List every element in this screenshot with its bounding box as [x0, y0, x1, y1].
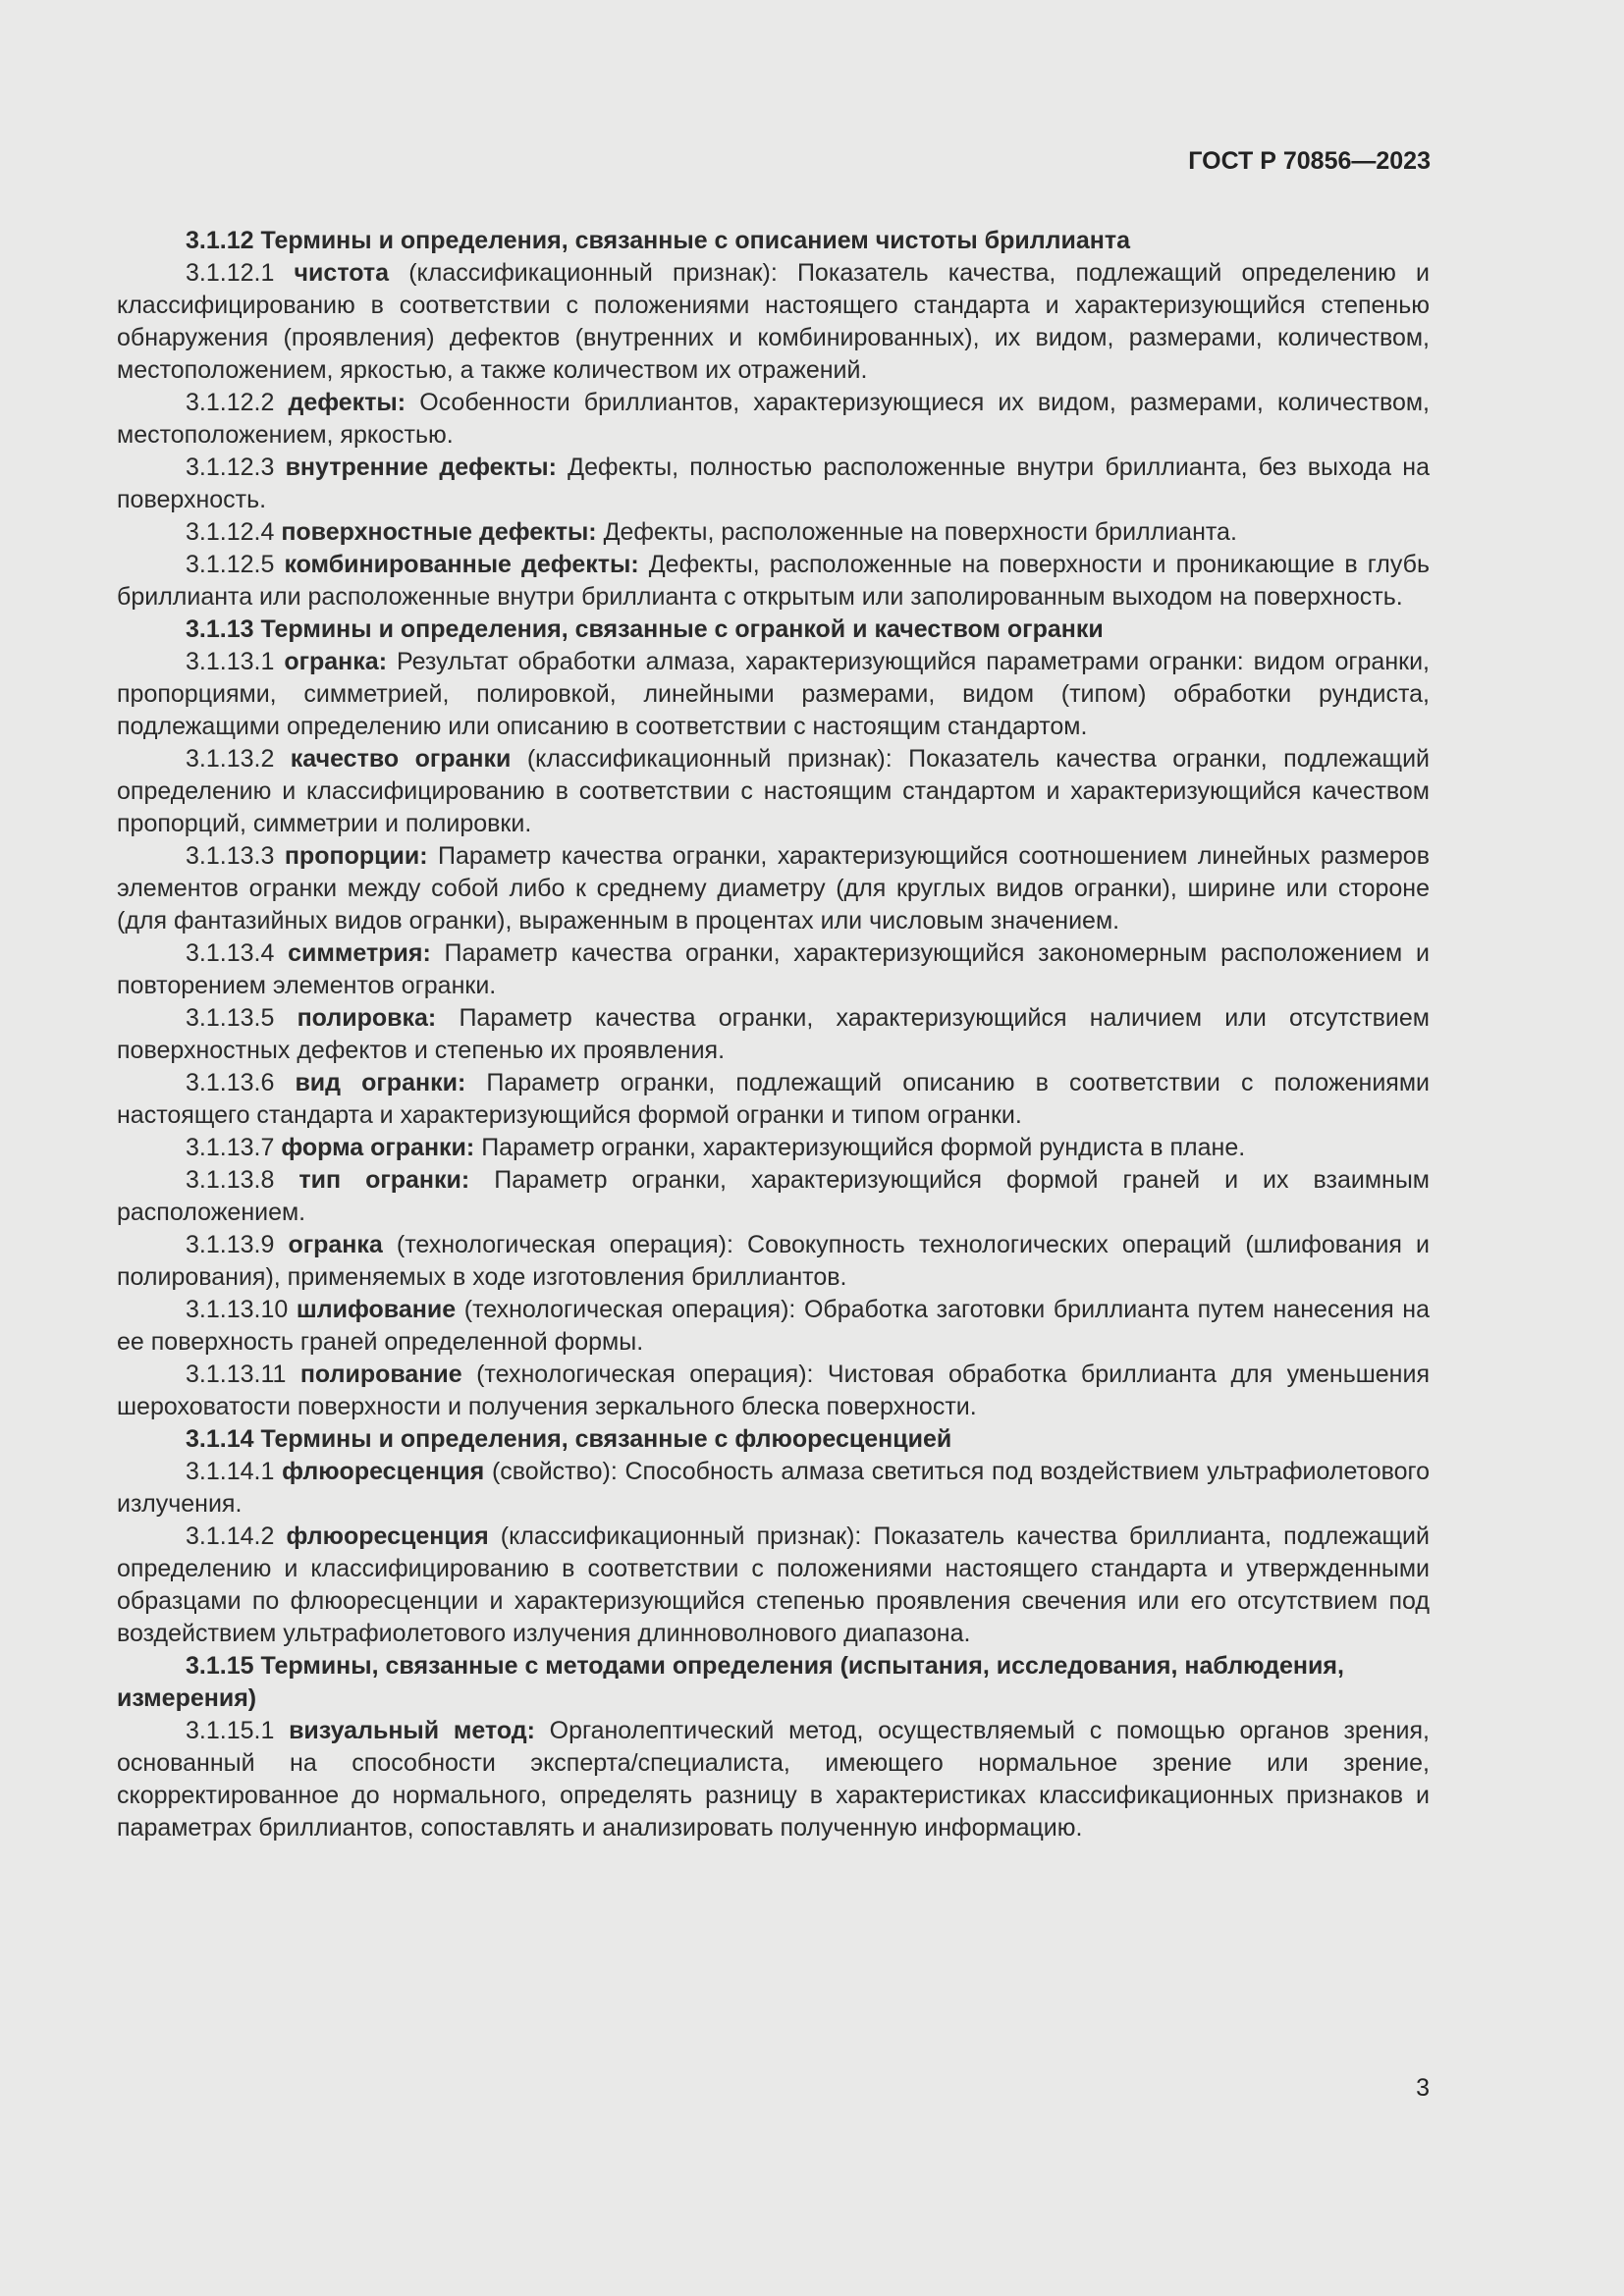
term: дефекты:: [288, 389, 406, 416]
definition-text: (технологическая операция): Обработка заготовки бриллианта путем нанесения на ее поверхность граней определенной формы.: [117, 1296, 1430, 1356]
clause-number: 3.1.13.1: [186, 648, 285, 675]
clause-number: 3.1.13.2: [186, 745, 291, 773]
clause-number: 3.1.13.3: [186, 842, 285, 870]
section-heading: 3.1.15 Термины, связанные с методами определения (испытания, исследования, наблюдения, измерения): [117, 1652, 1344, 1712]
term: чистота: [294, 259, 390, 287]
term-definition: [117, 516, 1430, 549]
clause-number: 3.1.13.11: [186, 1361, 300, 1388]
section-heading: 3.1.13 Термины и определения, связанные с огранкой и качеством огранки: [186, 615, 1104, 643]
term: комбинированные дефекты:: [284, 551, 639, 578]
clause-number: 3.1.13.4: [186, 939, 289, 967]
document-body: [117, 225, 1430, 1844]
term: симметрия:: [288, 939, 431, 967]
term-definition: [117, 1456, 1430, 1521]
term: поверхностные дефекты:: [281, 518, 597, 546]
term: огранка: [288, 1231, 383, 1258]
term: визуальный метод:: [289, 1717, 535, 1744]
term-definition: [117, 257, 1430, 387]
definition-text: Дефекты, расположенные на поверхности и проникающие в глубь бриллианта или расположенные внутри бриллианта с открытым или заполированным выходом на поверхность.: [117, 551, 1430, 611]
definition-text: Дефекты, полностью расположенные внутри бриллианта, без выхода на поверхность.: [117, 454, 1430, 513]
standard-designation: ГОСТ Р 70856—2023: [1188, 147, 1431, 175]
clause-number: 3.1.12.4: [186, 518, 282, 546]
clause-number: 3.1.13.6: [186, 1069, 296, 1096]
clause-number: 3.1.13.5: [186, 1004, 298, 1032]
term: качество огранки: [290, 745, 512, 773]
clause-number: 3.1.12.3: [186, 454, 286, 481]
term-definition: [117, 1132, 1430, 1164]
definition-text: (технологическая операция): Совокупность технологических операций (шлифования и полирования), применяемых в ходе изготовления бриллиантов.: [117, 1231, 1430, 1291]
definition-text: (технологическая операция): Чистовая обработка бриллианта для уменьшения шероховатости поверхности и получения зеркального блеска поверхности.: [117, 1361, 1430, 1420]
definition-text: Особенности бриллиантов, характеризующиеся их видом, размерами, количеством, местоположением, яркостью.: [117, 389, 1430, 449]
clause-number: 3.1.12.1: [186, 259, 295, 287]
term: пропорции:: [284, 842, 428, 870]
term-definition: [117, 549, 1430, 614]
definition-text: (классификационный признак): Показатель качества, подлежащий определению и классифицированию в соответствии с положениями настоящего стандарта и характеризующийся степенью обнаружения (проявления) дефектов (внутренних и комбинированных), их видом, размерами, количеством, местоположением, яркостью, а также количеством их отражений.: [117, 259, 1430, 384]
definition-text: Параметр огранки, подлежащий описанию в соответствии с положениями настоящего стандарта и характеризующийся формой огранки и типом огранки.: [117, 1069, 1430, 1129]
term-definition: [117, 452, 1430, 516]
clause-number: 3.1.13.10: [186, 1296, 297, 1323]
definition-text: Параметр качества огранки, характеризующийся закономерным расположением и повторением элементов огранки.: [117, 939, 1430, 999]
term-definition: [117, 1002, 1430, 1067]
term: форма огранки:: [281, 1134, 475, 1161]
term-definition: [117, 1164, 1430, 1229]
term-definition: [117, 387, 1430, 452]
clause-number: 3.1.12.2: [186, 389, 289, 416]
term: вид огранки:: [295, 1069, 466, 1096]
definition-text: Результат обработки алмаза, характеризующийся параметрами огранки: видом огранки, пропорциями, симметрией, полировкой, линейными размерами, видом (типом) обработки рундиста, подлежащими определению или описанию в соответствии с настоящим стандартом.: [117, 648, 1430, 740]
definition-text: Параметр огранки, характеризующийся формой рундиста в плане.: [474, 1134, 1246, 1161]
term: тип огранки:: [298, 1166, 470, 1194]
term-definition: [117, 1294, 1430, 1359]
term: полировка:: [297, 1004, 437, 1032]
definition-text: (классификационный признак): Показатель качества бриллианта, подлежащий определению и классифицированию в соответствии с положениями настоящего стандарта и утвержденными образцами по флюоресценции и характеризующийся степенью проявления свечения или его отсутствием под воздействием ультрафиолетового излучения длинноволнового диапазона.: [117, 1522, 1430, 1647]
term: огранка:: [284, 648, 388, 675]
term: полирование: [299, 1361, 462, 1388]
clause-number: 3.1.13.8: [186, 1166, 299, 1194]
definition-text: Параметр качества огранки, характеризующийся соотношением линейных размеров элементов огранки между собой либо к среднему диаметру (для круглых видов огранки), ширине или стороне (для фантазийных видов огранки), выраженным в процентах или числовым значением.: [117, 842, 1430, 934]
term-definition: [117, 1359, 1430, 1423]
clause-number: 3.1.13.7: [186, 1134, 282, 1161]
clause-number: 3.1.14.2: [186, 1522, 287, 1550]
term: флюоресценция: [286, 1522, 489, 1550]
clause-number: 3.1.12.5: [186, 551, 285, 578]
term-definition: [117, 646, 1430, 743]
definition-text: Органолептический метод, осуществляемый с помощью органов зрения, основанный на способности эксперта/специалиста, имеющего нормальное зрение или зрение, скорректированное до нормального, определять разницу в характеристиках классификационных признаков и параметрах бриллиантов, сопоставлять и анализировать полученную информацию.: [117, 1717, 1430, 1842]
section-heading: 3.1.14 Термины и определения, связанные с флюоресценцией: [186, 1425, 952, 1453]
term-definition: [117, 840, 1430, 937]
page-number: 3: [1416, 2074, 1430, 2102]
section-heading: 3.1.12 Термины и определения, связанные с описанием чистоты бриллианта: [186, 227, 1130, 254]
term-definition: [117, 1715, 1430, 1844]
term-definition: [117, 1067, 1430, 1132]
definition-text: Дефекты, расположенные на поверхности бриллианта.: [596, 518, 1237, 546]
term-definition: [117, 937, 1430, 1002]
term-definition: [117, 1521, 1430, 1650]
definition-text: Параметр качества огранки, характеризующийся наличием или отсутствием поверхностных дефектов и степенью их проявления.: [117, 1004, 1430, 1064]
term-definition: [117, 743, 1430, 840]
term-definition: [117, 1229, 1430, 1294]
definition-text: (классификационный признак): Показатель качества огранки, подлежащий определению и классифицированию в соответствии с настоящим стандартом и характеризующийся качеством пропорций, симметрии и полировки.: [117, 745, 1430, 837]
term: внутренние дефекты:: [285, 454, 557, 481]
clause-number: 3.1.14.1: [186, 1458, 283, 1485]
clause-number: 3.1.15.1: [186, 1717, 290, 1744]
clause-number: 3.1.13.9: [186, 1231, 289, 1258]
term: флюоресценция: [282, 1458, 485, 1485]
definition-text: Параметр огранки, характеризующийся формой граней и их взаимным расположением.: [117, 1166, 1430, 1226]
definition-text: (свойство): Способность алмаза светиться под воздействием ультрафиолетового излучения.: [117, 1458, 1430, 1518]
term: шлифование: [296, 1296, 457, 1323]
